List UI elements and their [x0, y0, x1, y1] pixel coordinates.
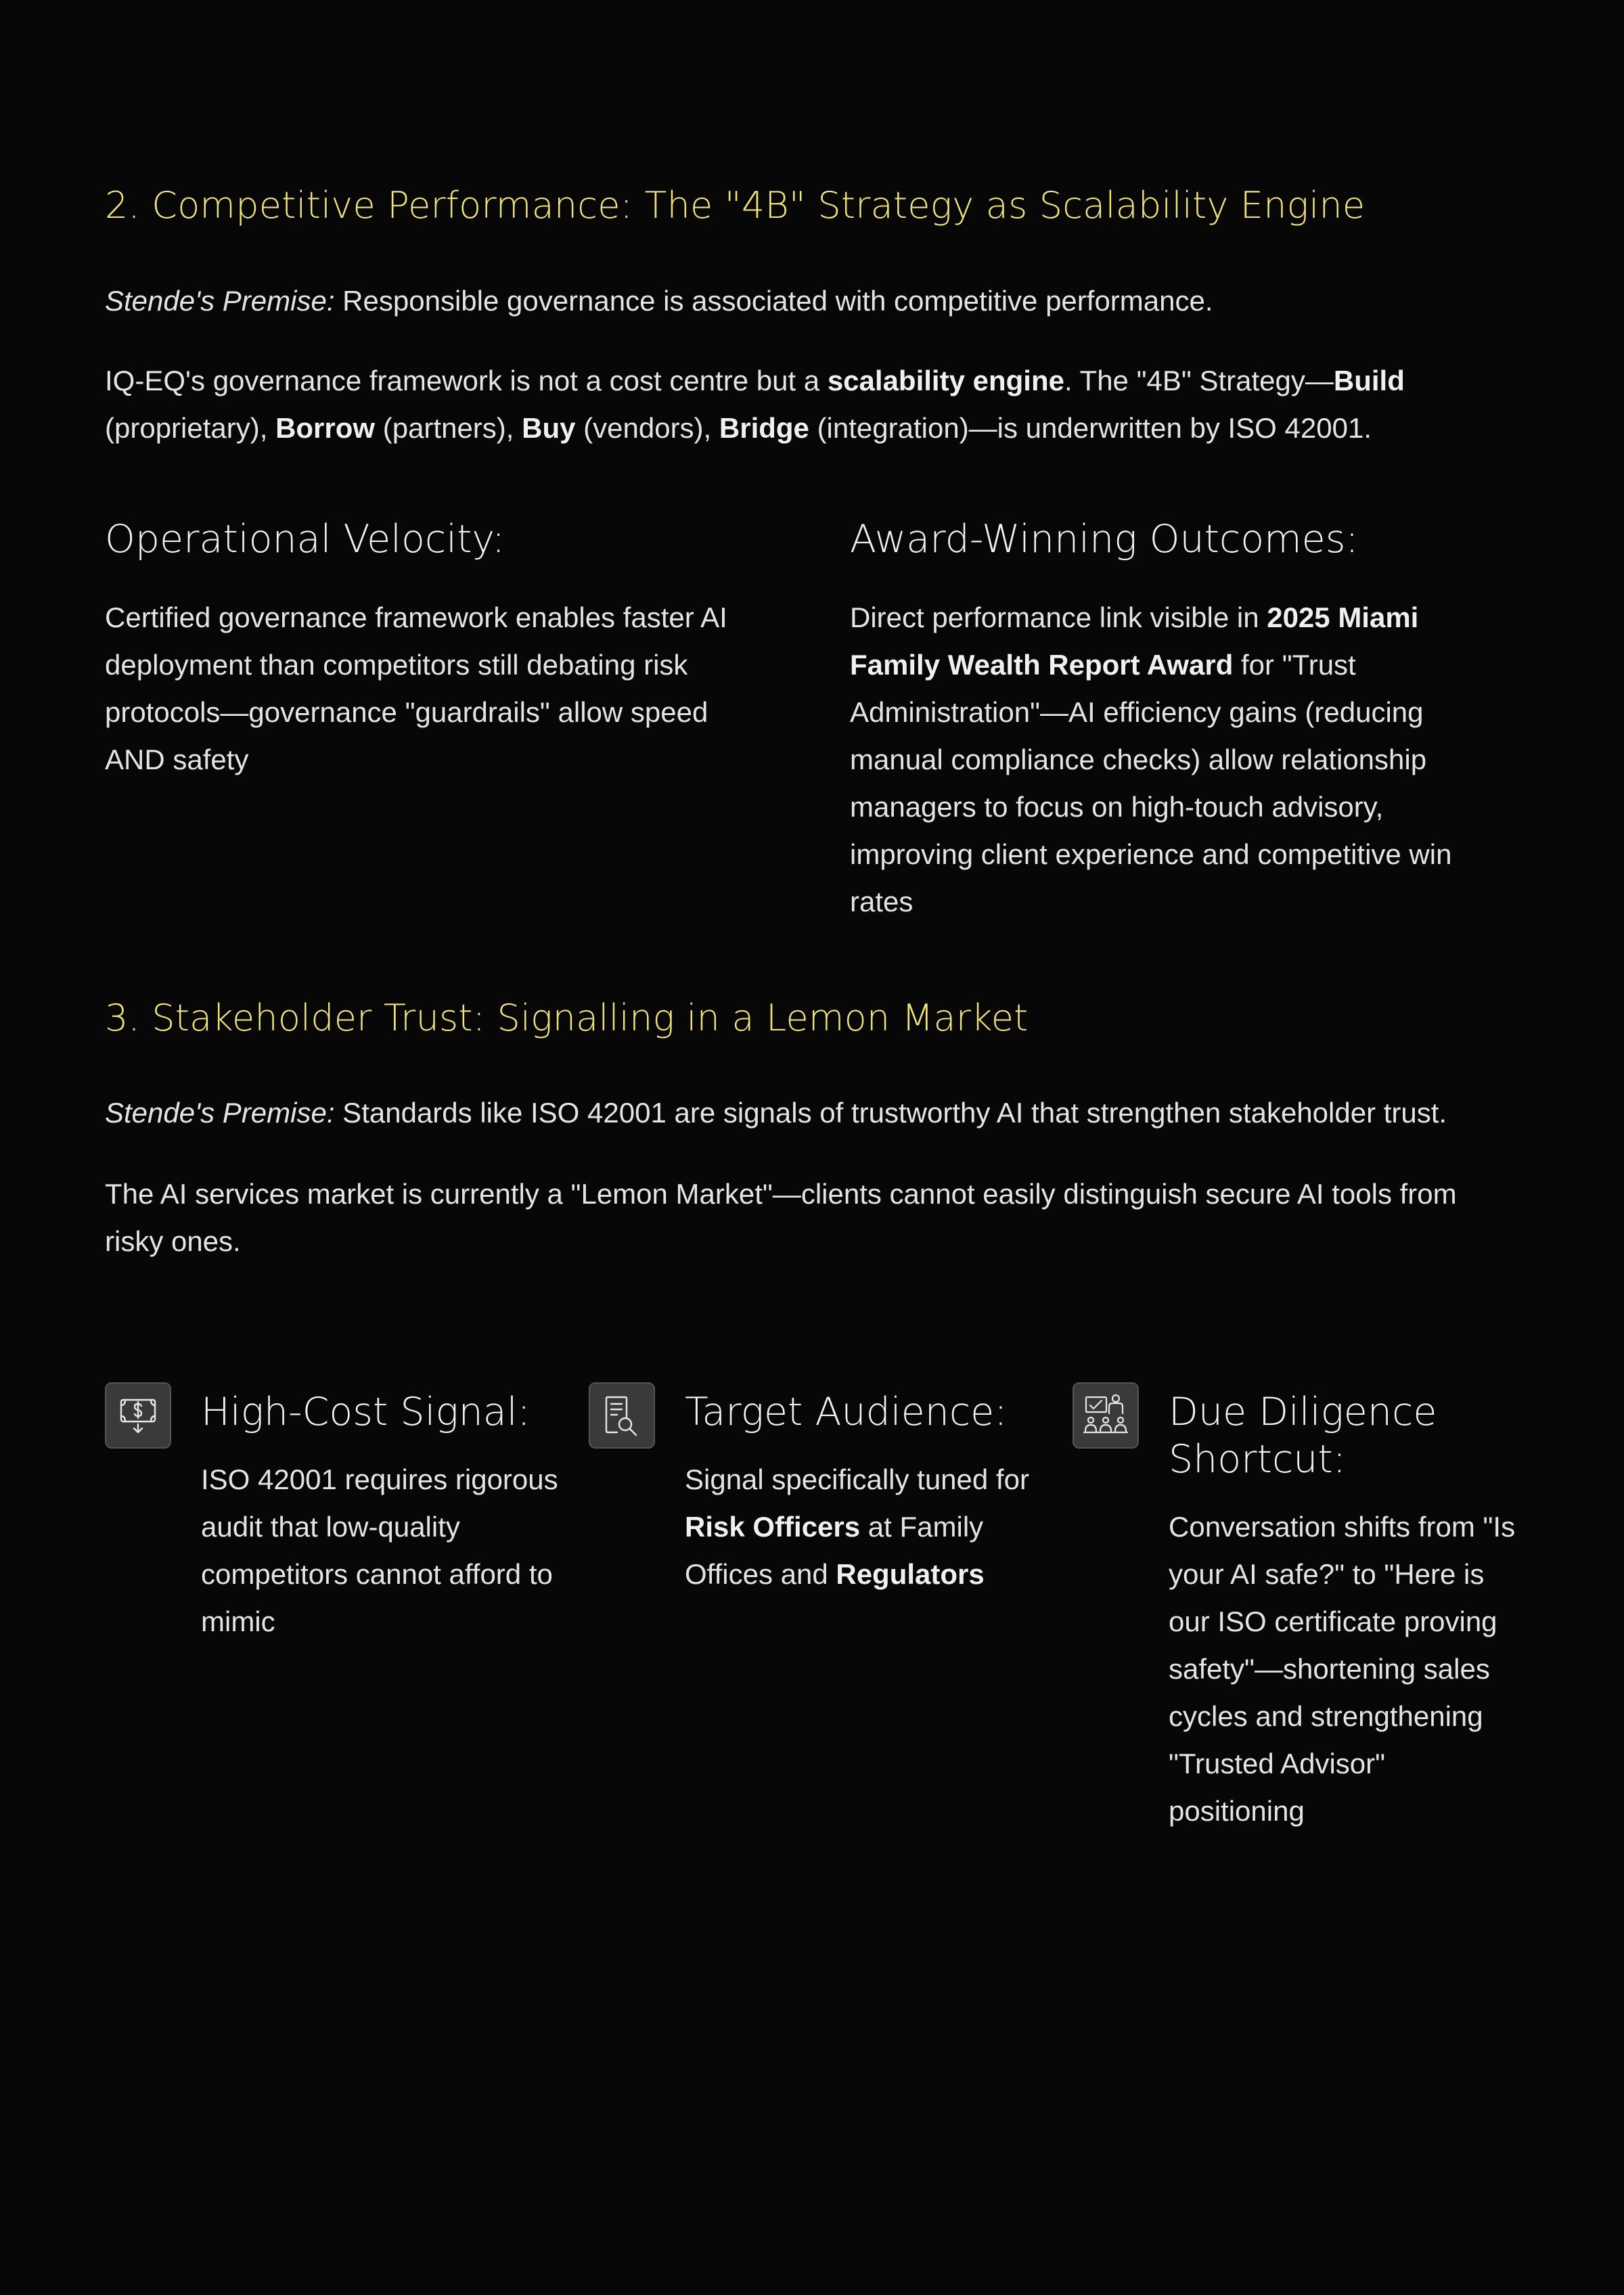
body-text: Signal specifically tuned for: [685, 1463, 1029, 1495]
body-text: (vendors),: [575, 412, 719, 444]
award-name: 2025 Miami Family Wealth Report Award: [850, 601, 1419, 681]
premise-label: Stende's Premise:: [105, 1097, 335, 1129]
operational-velocity-title: Operational Velocity:: [105, 517, 505, 562]
high-cost-signal-title: High-Cost Signal:: [201, 1390, 531, 1434]
body-text: (proprietary),: [105, 412, 276, 444]
body-bold: Bridge: [719, 412, 809, 444]
premise-text: Responsible governance is associated with competitive performance.: [334, 285, 1213, 317]
section-3-body: The AI services market is currently a "Lemon Market"—clients cannot easily distinguish secure AI tools from risky ones.: [105, 1178, 1457, 1257]
section-2-heading: 2. Competitive Performance: The "4B" Strategy as Scalability Engine: [105, 184, 1366, 227]
body-text: (partners),: [375, 412, 522, 444]
award-winning-outcomes-text: [850, 594, 1513, 926]
body-text: IQ-EQ's governance framework is not a cost centre but a: [105, 365, 828, 396]
audience-regulators: Regulators: [836, 1558, 985, 1590]
premise-label: Stende's Premise:: [105, 285, 335, 317]
body-text: for "Trust Administration"—AI efficiency gains (reducing manual compliance checks) allow relationship managers to focus on high-touch advisory, improving client experience and competitive win rates: [850, 649, 1452, 917]
body-text: . The "4B" Strategy—: [1064, 365, 1334, 396]
presentation-audience-icon: [1073, 1382, 1139, 1449]
target-audience-title: Target Audience:: [685, 1390, 1008, 1434]
premise-text: Standards like ISO 42001 are signals of trustworthy AI that strengthen stakeholder trust.: [334, 1097, 1447, 1129]
section-2-body: [105, 357, 1519, 452]
audience-risk-officers: Risk Officers: [685, 1511, 861, 1543]
body-bold: scalability engine: [827, 365, 1064, 396]
body-bold: Buy: [522, 412, 576, 444]
due-diligence-shortcut-text: Conversation shifts from "Is your AI safe?" to "Here is our ISO certificate proving safety"—shortening sales cycles and strengthening "Trusted Advisor" positioning: [1169, 1511, 1516, 1827]
operational-velocity-text: Certified governance framework enables faster AI deployment than competitors still debating risk protocols—governance "guardrails" allow speed AND safety: [105, 601, 727, 775]
due-diligence-shortcut-title: Due Diligence Shortcut:: [1169, 1390, 1437, 1482]
body-text: Direct performance link visible in: [850, 601, 1267, 633]
body-bold: Build: [1333, 365, 1405, 396]
target-audience-text: [685, 1456, 1050, 1598]
section-3-heading: 3. Stakeholder Trust: Signalling in a Lemon Market: [105, 997, 1029, 1039]
document-search-icon: [589, 1382, 655, 1449]
body-text: at Family Offices and: [685, 1511, 984, 1590]
high-cost-signal-text: ISO 42001 requires rigorous audit that low-quality competitors cannot afford to mimic: [201, 1463, 558, 1637]
section-2-premise: [105, 277, 1519, 325]
section-3-premise: [105, 1089, 1519, 1137]
money-icon: [105, 1382, 171, 1449]
body-text: (integration)—is underwritten by ISO 42001.: [809, 412, 1372, 444]
award-winning-outcomes-title: Award-Winning Outcomes:: [850, 517, 1359, 562]
body-bold: Borrow: [275, 412, 376, 444]
